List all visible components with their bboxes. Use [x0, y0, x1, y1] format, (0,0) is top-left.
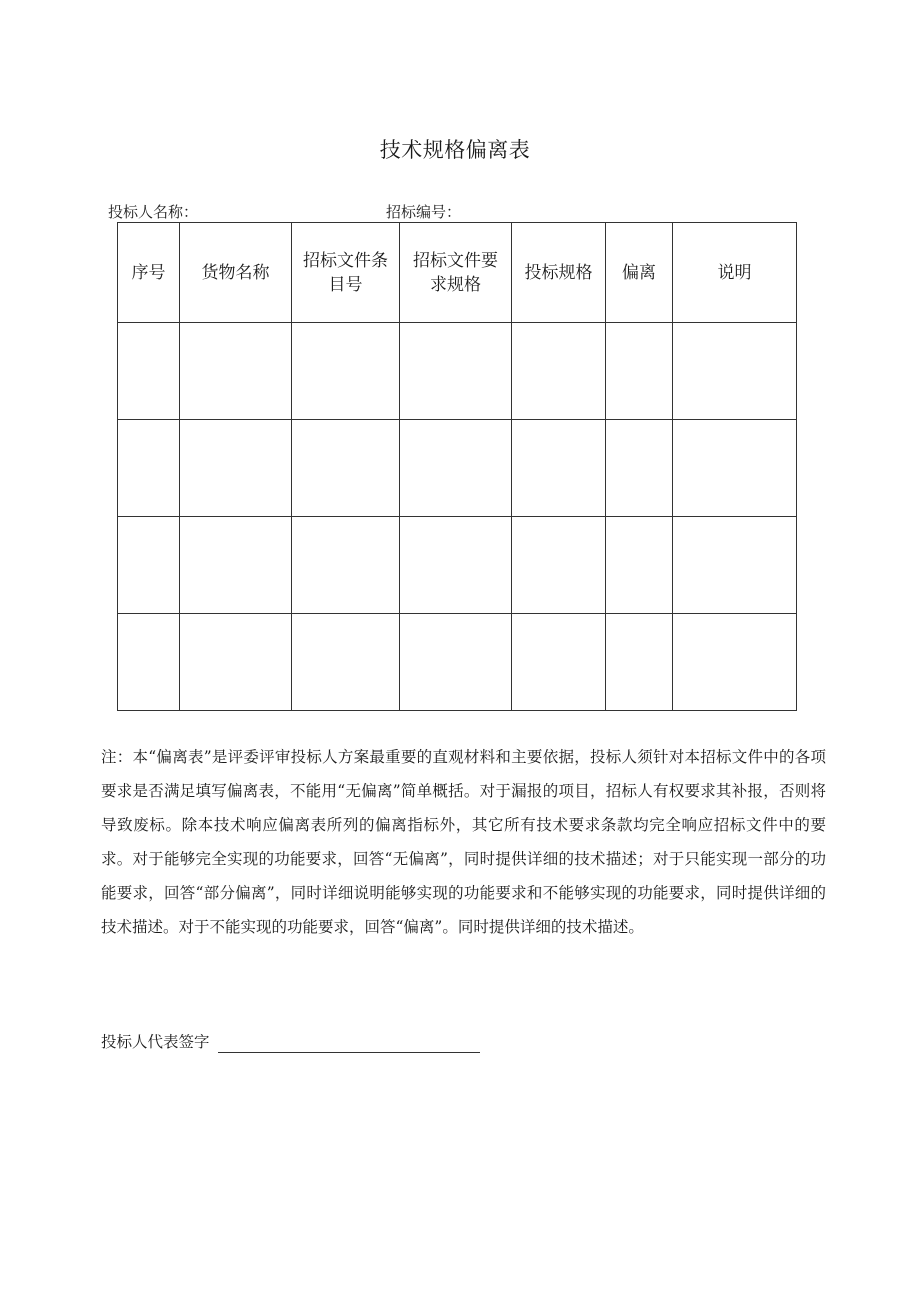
table-cell[interactable]	[292, 614, 400, 711]
header-deviation-label: 偏离	[622, 262, 656, 283]
bidder-name-field[interactable]	[198, 205, 382, 223]
table-cell[interactable]	[118, 323, 180, 420]
table-row	[118, 420, 797, 517]
table-cell[interactable]	[118, 517, 180, 614]
table-cell[interactable]	[118, 614, 180, 711]
signature-label: 投标人代表签字	[101, 1033, 210, 1051]
table-cell[interactable]	[512, 323, 606, 420]
table-row	[118, 517, 797, 614]
table-cell[interactable]	[292, 517, 400, 614]
bidder-name-label: 投标人名称：	[108, 203, 199, 221]
header-goods-name-label: 货物名称	[201, 262, 270, 283]
signature-line	[101, 1031, 480, 1053]
header-remarks	[673, 223, 797, 323]
table-cell[interactable]	[512, 420, 606, 517]
table-cell[interactable]	[400, 420, 512, 517]
table-cell[interactable]	[606, 614, 673, 711]
table-cell[interactable]	[400, 323, 512, 420]
table-cell[interactable]	[180, 323, 292, 420]
header-remarks-label: 说明	[717, 262, 752, 283]
signature-field[interactable]	[218, 1035, 480, 1053]
table-cell[interactable]	[512, 614, 606, 711]
deviation-table	[117, 222, 797, 711]
table-cell[interactable]	[606, 323, 673, 420]
header-bid-spec	[512, 223, 606, 323]
header-tender-spec-label: 招标文件要求规格	[413, 250, 498, 295]
header-tender-spec	[400, 223, 512, 323]
table-cell[interactable]	[400, 614, 512, 711]
header-seq	[118, 223, 180, 323]
table-header-row	[118, 223, 797, 323]
table-cell[interactable]	[512, 517, 606, 614]
header-seq-label: 序号	[131, 262, 166, 283]
table-cell[interactable]	[292, 420, 400, 517]
table-cell[interactable]	[673, 420, 797, 517]
header-tender-clause	[292, 223, 400, 323]
header-goods-name	[180, 223, 292, 323]
table-cell[interactable]	[673, 614, 797, 711]
header-bid-spec-label: 投标规格	[524, 262, 593, 283]
tender-number-field[interactable]	[461, 205, 681, 223]
table-row	[118, 614, 797, 711]
tender-number-label: 招标编号：	[386, 203, 462, 221]
table-cell[interactable]	[180, 517, 292, 614]
table-cell[interactable]	[180, 614, 292, 711]
bidder-info-line	[108, 201, 681, 223]
header-tender-clause-label: 招标文件条目号	[303, 250, 388, 295]
table-cell[interactable]	[400, 517, 512, 614]
table-cell[interactable]	[673, 323, 797, 420]
table-cell[interactable]	[606, 517, 673, 614]
table-cell[interactable]	[606, 420, 673, 517]
table-cell[interactable]	[118, 420, 180, 517]
table-cell[interactable]	[180, 420, 292, 517]
table-cell[interactable]	[292, 323, 400, 420]
table-row	[118, 323, 797, 420]
document-title: 技术规格偏离表	[379, 138, 531, 162]
header-deviation	[606, 223, 673, 323]
table-cell[interactable]	[673, 517, 797, 614]
note-paragraph: 注：本“偏离表”是评委评审投标人方案最重要的直观材料和主要依据，投标人须针对本招标文件中的各项要求是否满足填写偏离表，不能用“无偏离”简单概括。对于漏报的项目，招标人有权要求其补报，否则将导致废标。除本技术响应偏离表所列的偏离指标外，其它所有技术要求条款均完全响应招标文件中的要求。对于能够完全实现的功能要求，回答“无偏离”，同时提供详细的技术描述；对于只能实现一部分的功能要求，回答“部分偏离”，同时详细说明能够实现的功能要求和不能够实现的功能要求，同时提供详细的技术描述。对于不能实现的功能要求，回答“偏离”。同时提供详细的技术描述。	[101, 748, 826, 936]
